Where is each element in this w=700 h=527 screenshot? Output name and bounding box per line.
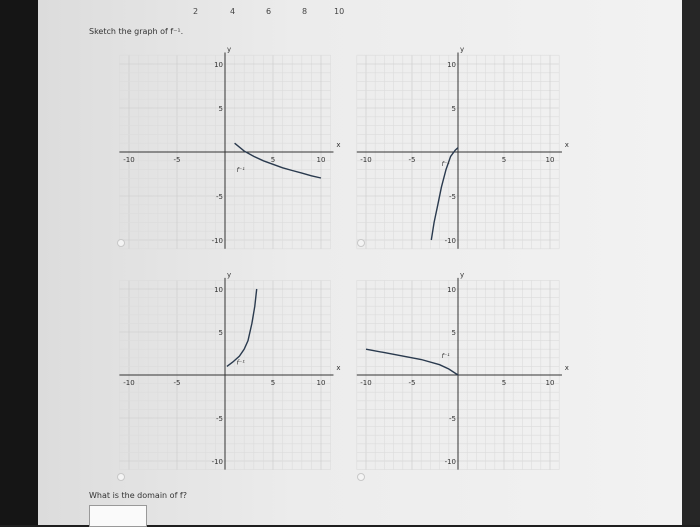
x-tick-label: -5: [173, 379, 181, 387]
y-axis-label: y: [460, 270, 465, 279]
y-tick-label: -5: [216, 415, 223, 423]
x-tick-label: -5: [408, 379, 416, 387]
domain-question: What is the domain of f?: [89, 491, 187, 500]
screen-left-edge: [0, 0, 38, 525]
inverse-curve: [227, 289, 257, 366]
y-tick-label: -10: [444, 458, 456, 466]
graph-option-b: [350, 40, 580, 260]
y-axis-label: y: [227, 45, 232, 54]
y-tick-label: 10: [214, 286, 223, 294]
y-tick-label: -10: [211, 458, 223, 466]
x-tick-label: -5: [173, 156, 181, 164]
x-tick-label: -10: [123, 156, 135, 164]
x-axis-label: x: [564, 364, 569, 372]
top-number: 6: [266, 7, 272, 16]
top-number: 10: [334, 7, 345, 16]
y-tick-label: -10: [211, 237, 223, 245]
x-tick-label: 10: [316, 379, 326, 387]
x-tick-label: -10: [360, 156, 372, 164]
y-tick-label: 5: [451, 105, 456, 113]
x-axis-label: x: [564, 141, 569, 149]
y-axis-label: y: [460, 45, 465, 54]
y-tick-label: 10: [447, 286, 456, 294]
y-tick-label: 5: [451, 329, 456, 337]
x-tick-label: 10: [545, 379, 555, 387]
x-tick-label: -10: [360, 379, 372, 387]
y-tick-label: -5: [449, 193, 456, 201]
graph-option-a: [110, 40, 340, 260]
radio-option-b[interactable]: [357, 239, 365, 247]
curve-label: f⁻¹: [441, 160, 450, 169]
question-prompt: Sketch the graph of f⁻¹.: [89, 27, 184, 36]
y-tick-label: 5: [218, 329, 223, 337]
y-tick-label: -5: [216, 193, 223, 201]
top-number: 2: [193, 7, 199, 16]
x-axis-label: x: [336, 364, 341, 372]
x-tick-label: 10: [545, 156, 555, 164]
x-tick-label: -5: [408, 156, 416, 164]
y-tick-label: 10: [214, 61, 223, 69]
x-tick-label: -10: [123, 379, 135, 387]
y-tick-label: 5: [218, 105, 223, 113]
screen-right-edge: [682, 0, 700, 525]
curve-label: f⁻¹: [441, 351, 450, 360]
y-tick-label: -10: [444, 237, 456, 245]
radio-option-a[interactable]: [117, 239, 125, 247]
x-tick-label: 5: [501, 379, 507, 387]
x-axis-label: x: [336, 141, 341, 149]
graph-option-c: [110, 270, 341, 485]
y-tick-label: 10: [447, 61, 456, 69]
x-tick-label: 5: [501, 156, 507, 164]
radio-option-c[interactable]: [117, 473, 125, 481]
top-number: 8: [302, 7, 308, 16]
curve-label: f⁻¹: [236, 358, 245, 367]
y-tick-label: -5: [449, 415, 456, 423]
y-axis-label: y: [227, 270, 232, 279]
top-number: 4: [230, 7, 236, 16]
curve-label: f⁻¹: [236, 166, 245, 175]
x-tick-label: 10: [316, 156, 326, 164]
radio-option-d[interactable]: [357, 473, 365, 481]
domain-answer-input[interactable]: [89, 505, 147, 527]
graph-option-d: [350, 270, 580, 485]
x-tick-label: 5: [270, 156, 276, 164]
x-tick-label: 5: [270, 379, 276, 387]
